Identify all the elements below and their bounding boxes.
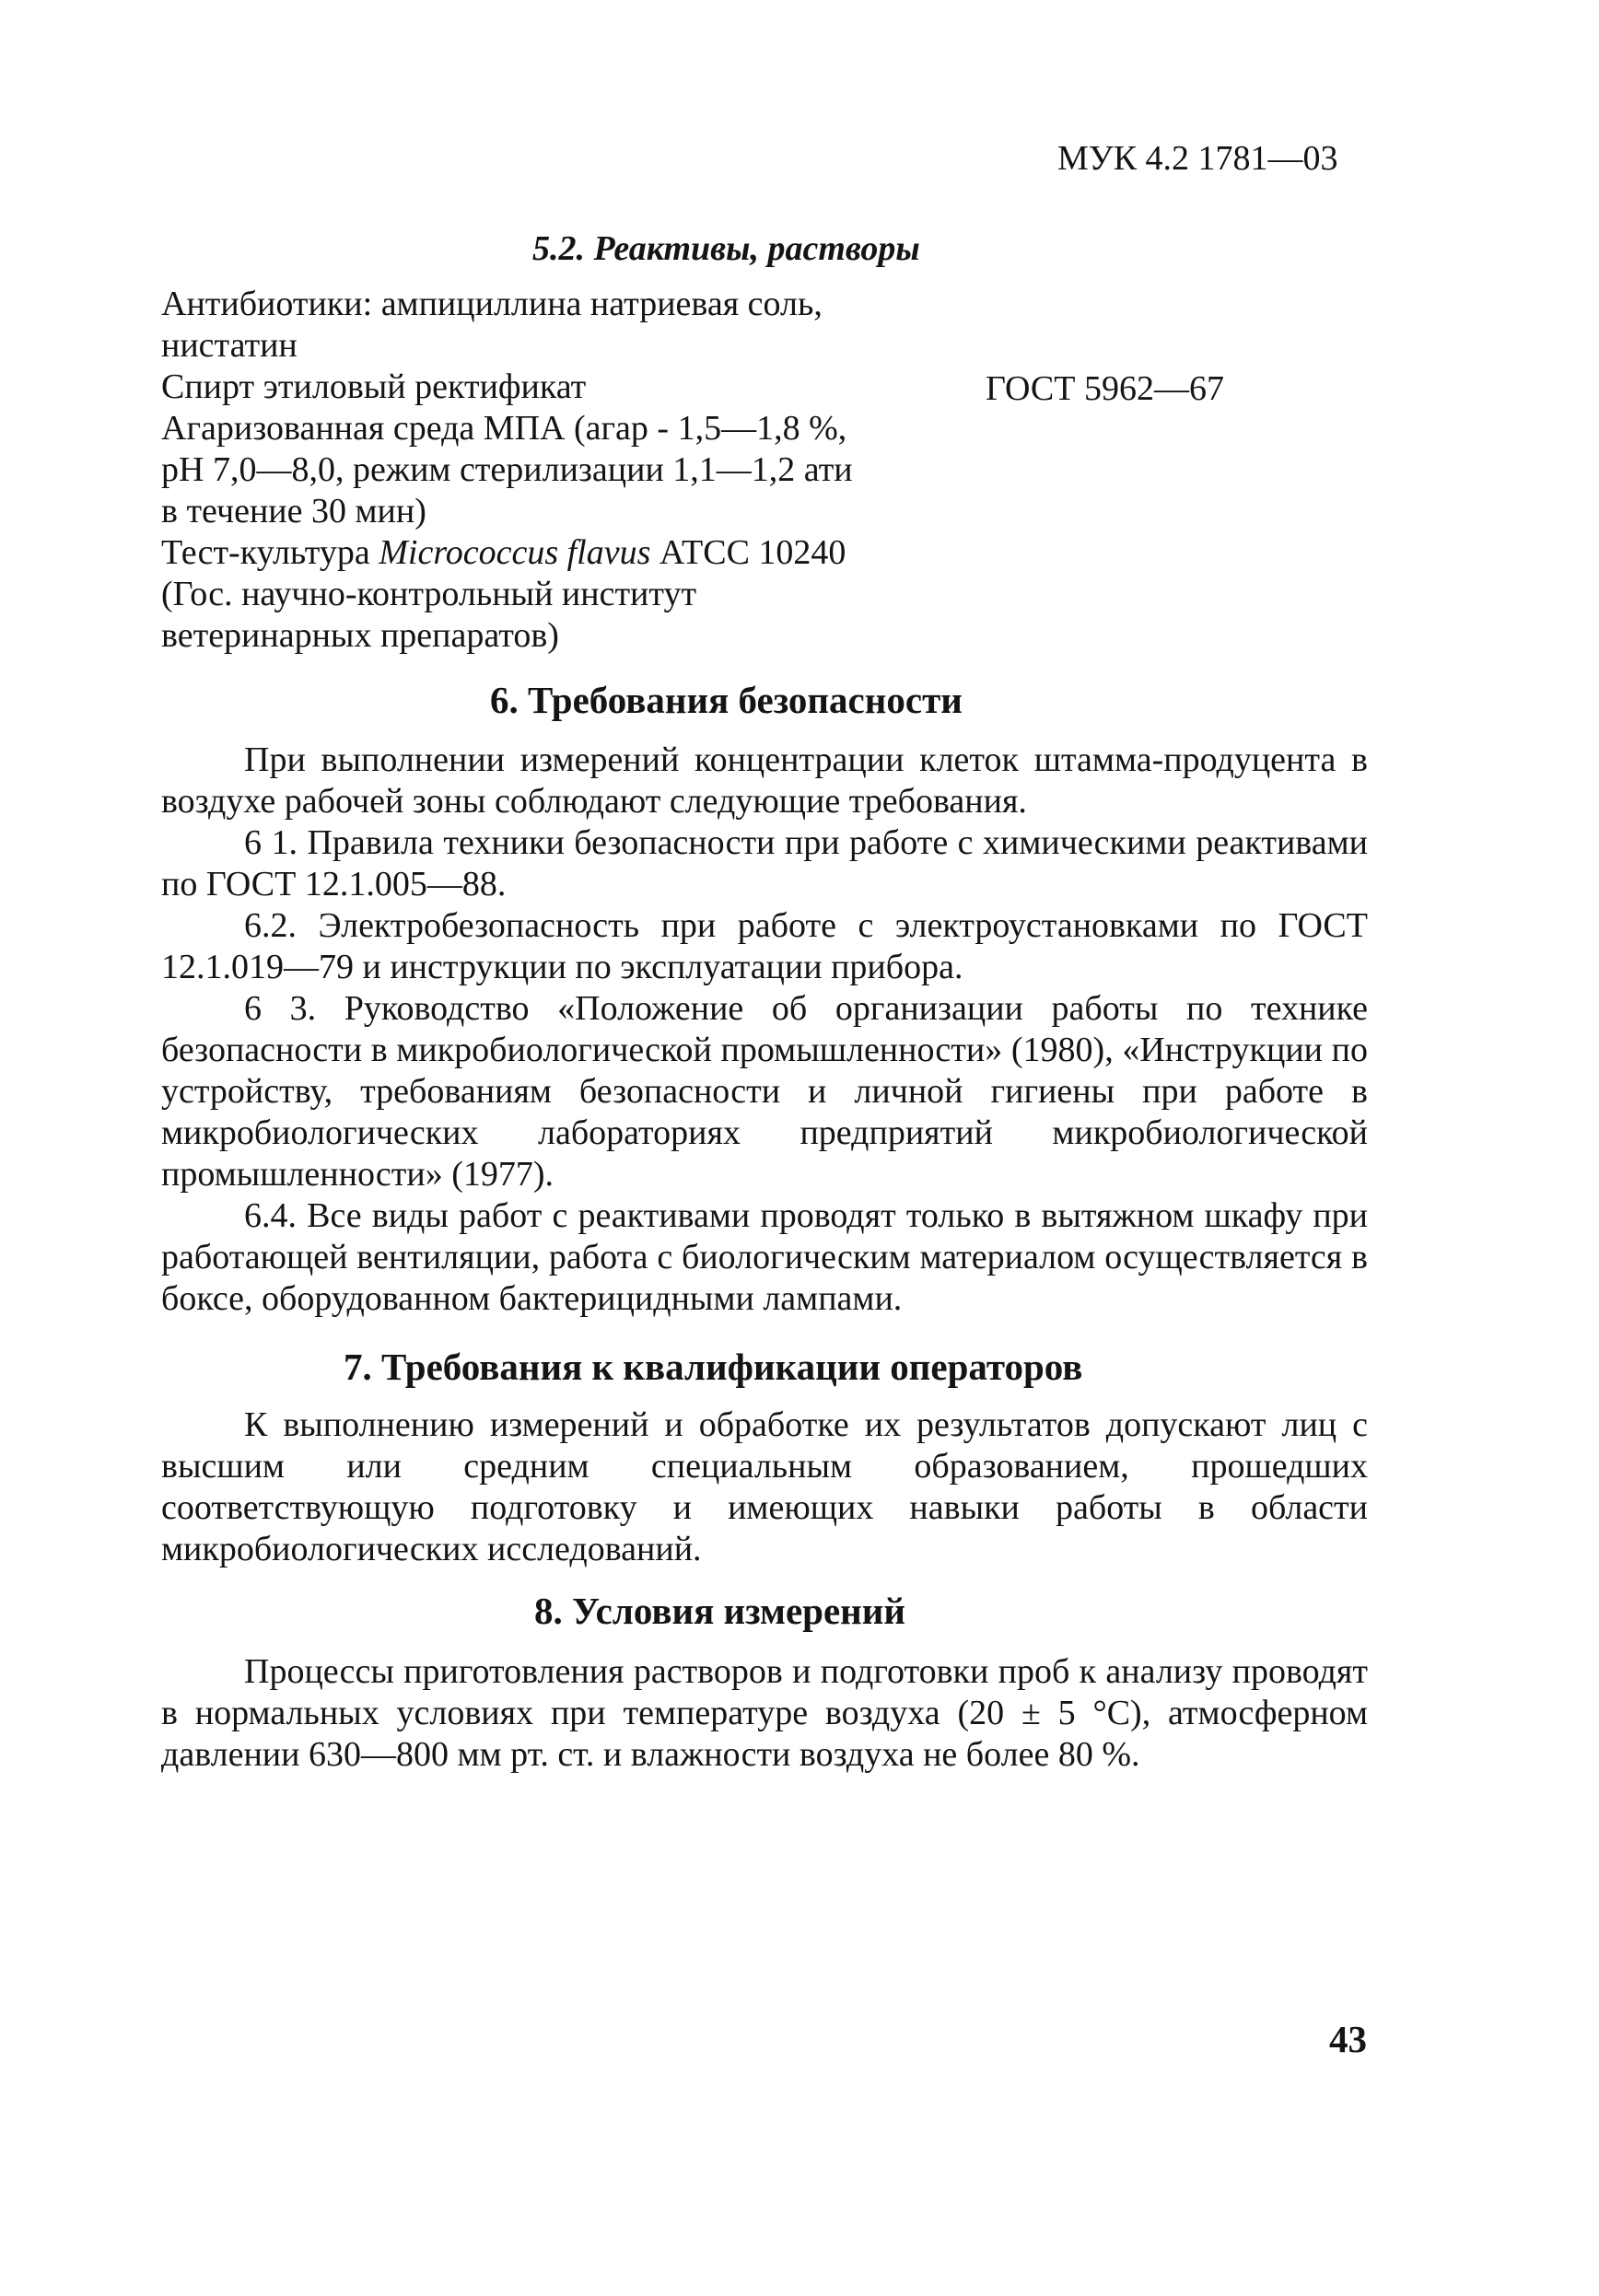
section-5-2-title: 5.2. Реактивы, растворы: [532, 229, 920, 268]
section-6-item-3: 6 3. Руководство «Положение об организации работы по технике безопасности в микробиологической промышленности» (1980), «Инструкции по устройству, требованиям безопасности и личной гигиены при работе в микробиологических лабораториях предприятий микробиологической промышленности» (1977).: [161, 989, 1368, 1194]
test-culture-species: Micrococcus flavus: [379, 533, 651, 572]
reagent-line: Агаризованная среда МПА (агар - 1,5—1,8 %,: [161, 409, 847, 448]
reagent-line: рН 7,0—8,0, режим стерилизации 1,1—1,2 ати: [161, 450, 853, 489]
reagent-line: нистатин: [161, 326, 298, 365]
test-culture-line: [161, 532, 846, 574]
reagent-line: (Гос. научно-контрольный институт: [161, 575, 697, 613]
test-culture-strain: АТСС 10240: [659, 533, 846, 572]
section-8-text: Процессы приготовления растворов и подготовки проб к анализу проводят в нормальных условиях при температуре воздуха (20 ± 5 °С), атмосферном давлении 630—800 мм рт. ст. и влажности воздуха не более 80 %.: [161, 1652, 1368, 1774]
section-7-title: 7. Требования к квалификации операторов: [344, 1346, 1083, 1388]
document-code-header: МУК 4.2 1781—03: [1057, 139, 1338, 178]
test-culture-label: Тест-культура: [161, 533, 370, 572]
section-6-title: 6. Требования безопасности: [490, 679, 963, 721]
section-6-item-1: 6 1. Правила техники безопасности при работе с химическими реактивами по ГОСТ 12.1.005—88.: [161, 823, 1368, 903]
reagent-line: Спирт этиловый ректификат: [161, 367, 587, 406]
reagent-line: ветеринарных препаратов): [161, 616, 559, 655]
reagent-line: Антибиотики: ампициллина натриевая соль,: [161, 285, 823, 323]
reagent-line: в течение 30 мин): [161, 492, 426, 530]
section-6-item-2: 6.2. Электробезопасность при работе с электроустановками по ГОСТ 12.1.019—79 и инструкции по эксплуатации прибора.: [161, 906, 1368, 986]
section-6-item-4: 6.4. Все виды работ с реактивами проводят только в вытяжном шкафу при работающей вентиляции, работа с биологическим материалом осуществляется в боксе, оборудованном бактерицидными лампами.: [161, 1196, 1368, 1318]
section-8-title: 8. Условия измерений: [534, 1590, 906, 1632]
section-6-intro: При выполнении измерений концентрации клеток штамма-продуцента в воздухе рабочей зоны соблюдают следующие требования.: [161, 740, 1368, 821]
section-7-text: К выполнению измерений и обработке их результатов допускают лиц с высшим или средним специальным образованием, прошедших соответствующую подготовку и имеющих навыки работы в области микробиологических исследований.: [161, 1405, 1368, 1568]
page-number: 43: [1329, 2018, 1367, 2060]
spirit-gost-reference: ГОСТ 5962—67: [986, 369, 1224, 408]
